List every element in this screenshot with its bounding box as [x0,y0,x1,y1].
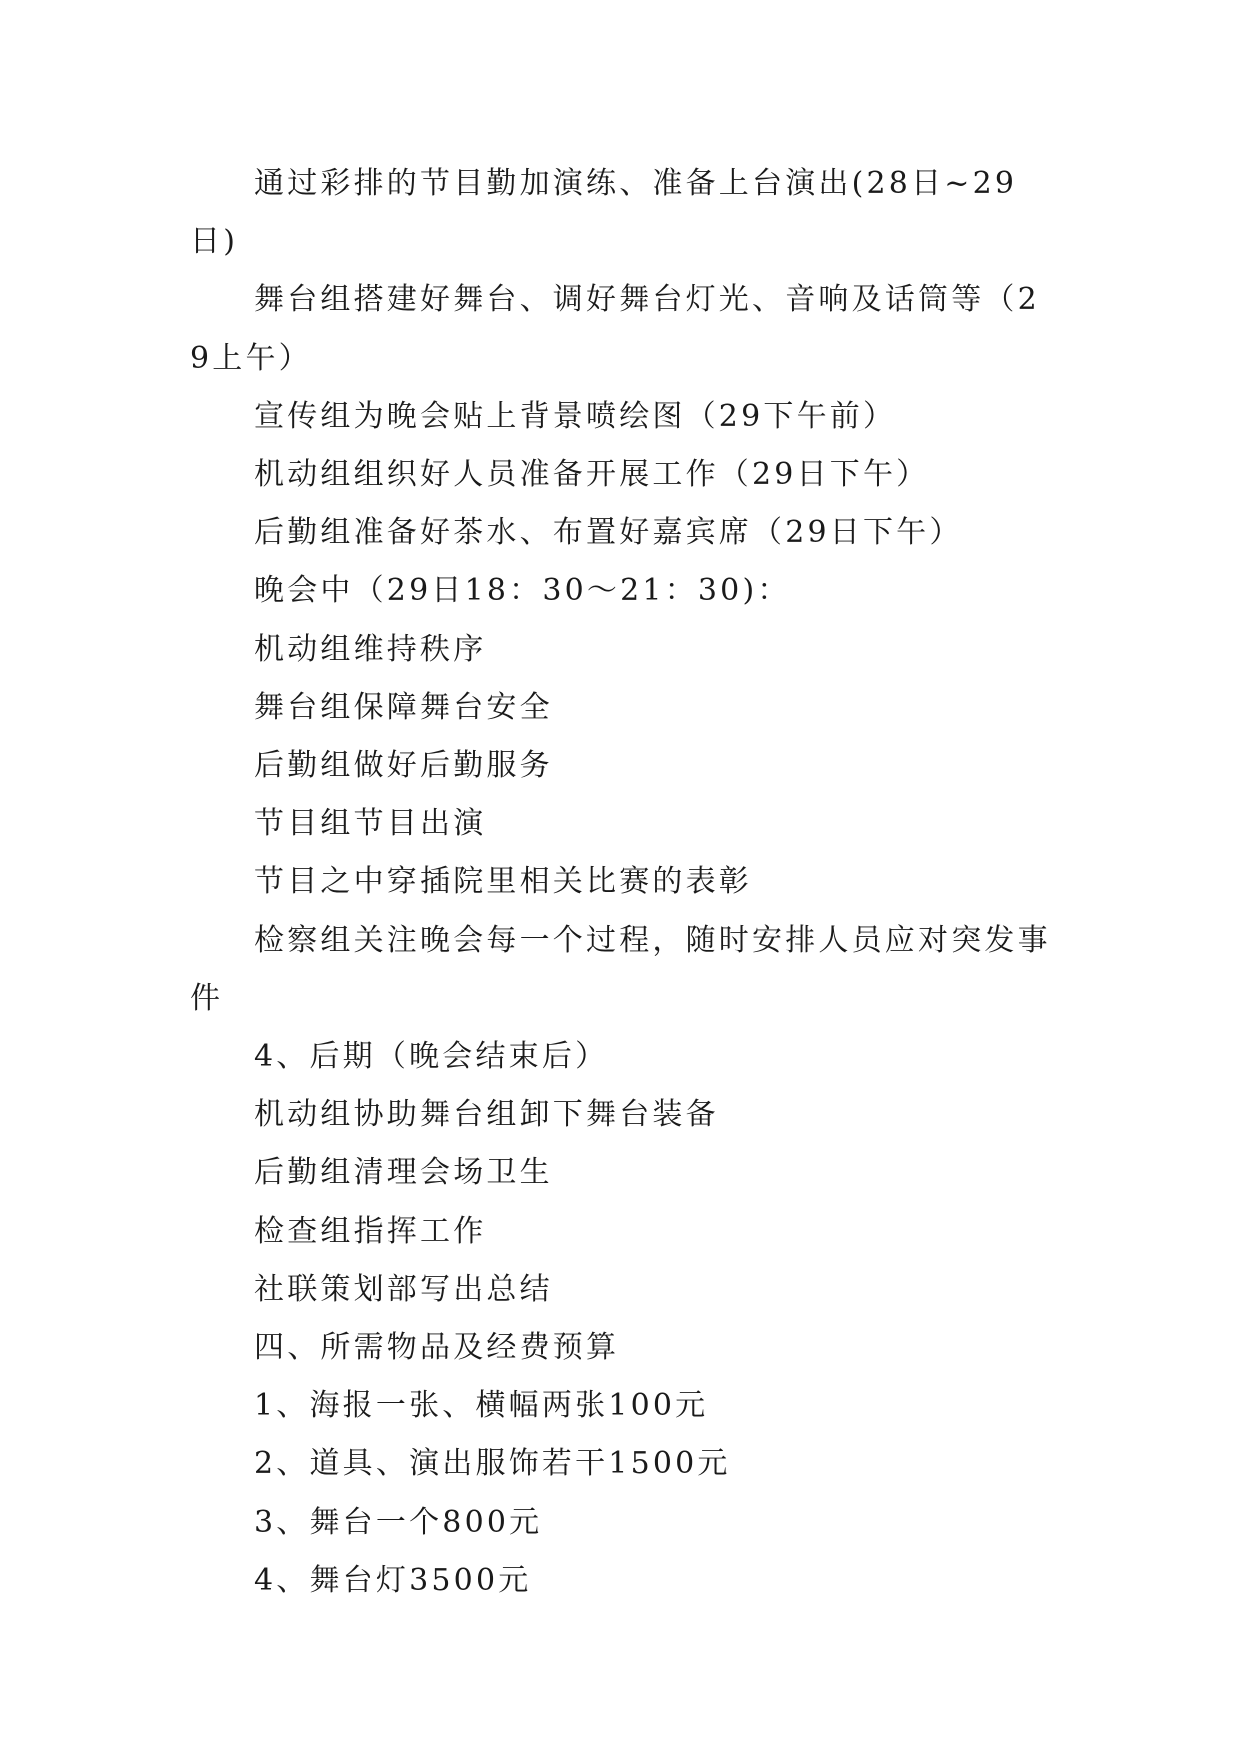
paragraph-awards: 节目之中穿插院里相关比赛的表彰 [254,864,752,900]
budget-item-posters: 1、海报一张、横幅两张100元 [254,1388,709,1424]
paragraph-order: 机动组维持秩序 [254,631,487,667]
budget-item-stage: 3、舞台一个800元 [254,1504,543,1540]
paragraph-logistics: 后勤组准备好茶水、布置好嘉宾席（29日下午） [254,515,963,551]
paragraph-inspection: 检察组关注晚会每一个过程，随时安排人员应对突发事件 [190,922,1051,1016]
paragraph-command: 检查组指挥工作 [254,1213,487,1249]
paragraph-stage-setup: 舞台组搭建好舞台、调好舞台灯光、音响及话筒等（29上午） [190,282,1040,376]
budget-item-props: 2、道具、演出服饰若干1500元 [254,1446,731,1482]
budget-item-lights: 4、舞台灯3500元 [254,1562,532,1598]
paragraph-during-show: 晚会中（29日18：30～21：30)： [254,573,791,609]
paragraph-summary: 社联策划部写出总结 [254,1271,553,1307]
paragraph-program-perform: 节目组节目出演 [254,806,487,842]
paragraph-post-show: 4、后期（晚会结束后） [254,1039,609,1075]
paragraph-cleanup: 后勤组清理会场卫生 [254,1155,553,1191]
paragraph-stage-safety: 舞台组保障舞台安全 [254,689,553,725]
paragraph-rehearsal: 通过彩排的节目勤加演练、准备上台演出(28日~29日) [190,166,1018,260]
paragraph-mobile-group: 机动组组织好人员准备开展工作（29日下午） [254,457,930,493]
paragraph-unload-stage: 机动组协助舞台组卸下舞台装备 [254,1097,719,1133]
paragraph-publicity: 宣传组为晚会贴上背景喷绘图（29下午前） [254,398,897,434]
document-body [190,155,1060,1610]
section-heading-budget: 四、所需物品及经费预算 [254,1330,620,1366]
paragraph-logistics-service: 后勤组做好后勤服务 [254,748,553,784]
